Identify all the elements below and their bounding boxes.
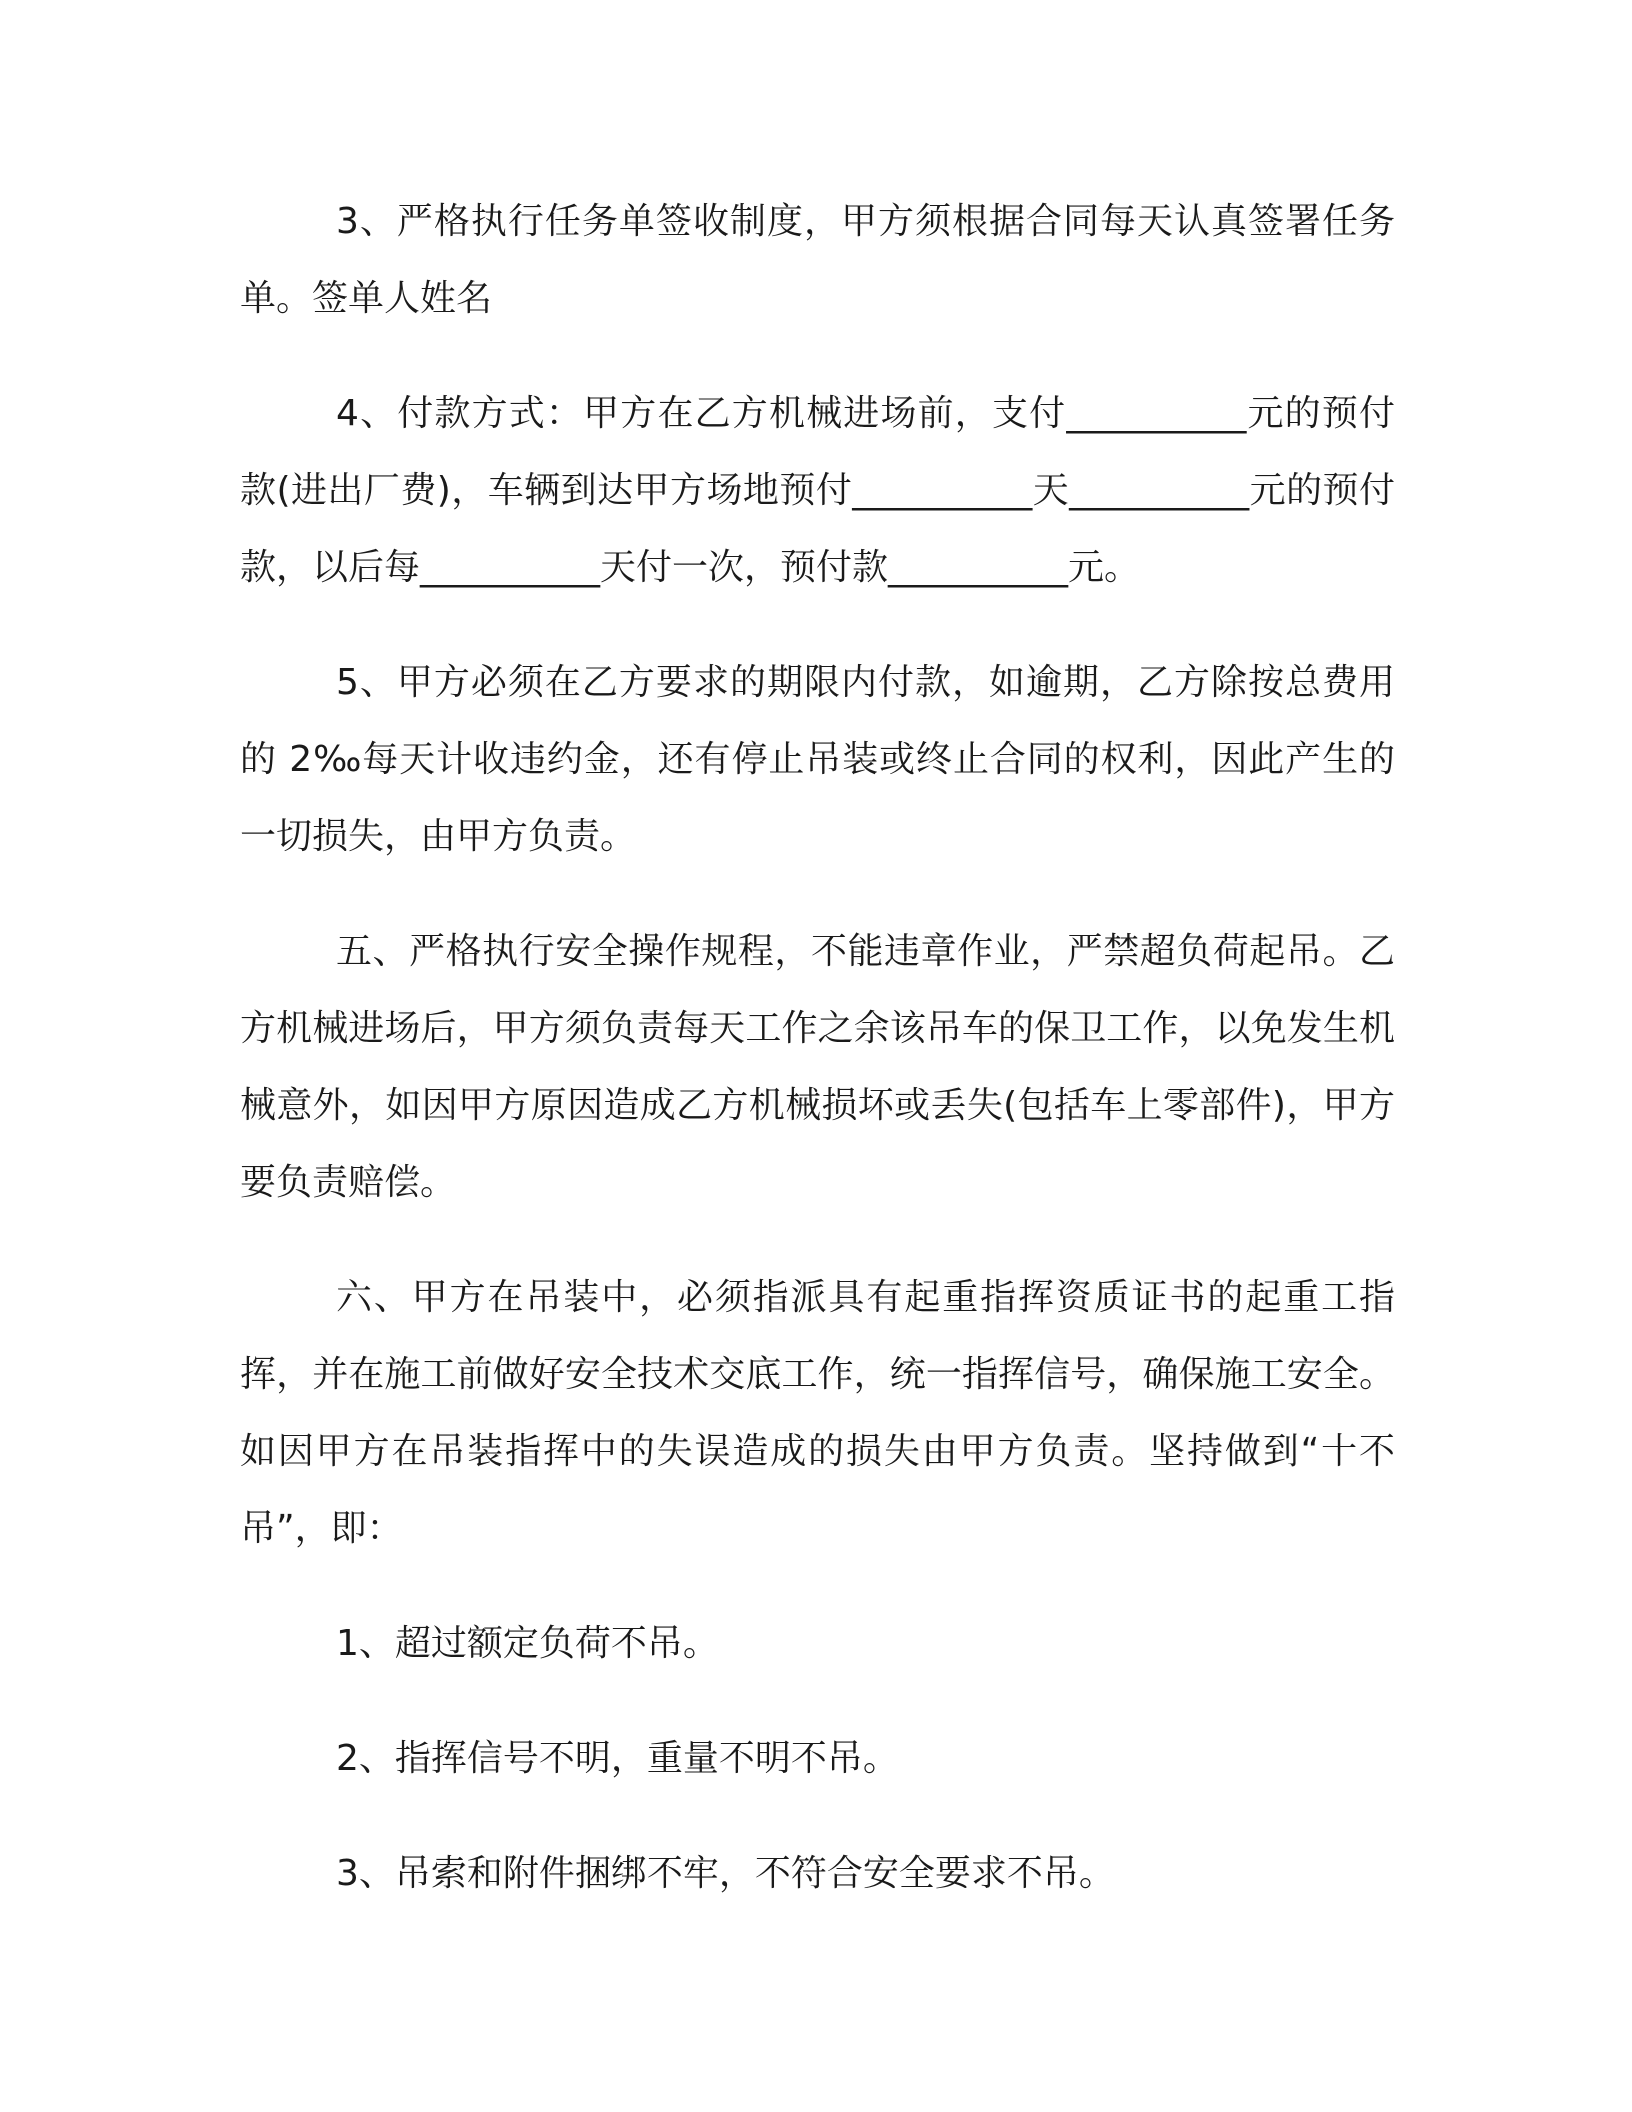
- paragraph-rule-1: 1、超过额定负荷不吊。: [336, 1623, 719, 1664]
- paragraph-signing-system: 3、严格执行任务单签收制度，甲方须根据合同每天认真签署任务单。签单人姓名: [240, 201, 1395, 319]
- paragraph-payment-method: 4、付款方式：甲方在乙方机械进场前，支付__________元的预付款(进出厂费)，车辆到达甲方场地预付__________天__________元的预付款，以后每__________天付一次，预付款__________元。: [240, 393, 1395, 588]
- paragraph-lifting-command: 六、甲方在吊装中，必须指派具有起重指挥资质证书的起重工指挥，并在施工前做好安全技术交底工作，统一指挥信号，确保施工安全。如因甲方在吊装指挥中的失误造成的损失由甲方负责。坚持做到“十不吊”，即：: [240, 1277, 1395, 1549]
- paragraph-rule-2: 2、指挥信号不明，重量不明不吊。: [336, 1738, 899, 1779]
- paragraph-late-payment: 5、甲方必须在乙方要求的期限内付款，如逾期，乙方除按总费用的 2‰每天计收违约金，还有停止吊装或终止合同的权利，因此产生的一切损失，由甲方负责。: [240, 662, 1395, 857]
- paragraph-rule-3: 3、吊索和附件捆绑不牢，不符合安全要求不吊。: [336, 1853, 1115, 1894]
- document-body: [240, 183, 1395, 1950]
- paragraph-safety-rules: 五、严格执行安全操作规程，不能违章作业，严禁超负荷起吊。乙方机械进场后，甲方须负责每天工作之余该吊车的保卫工作，以免发生机械意外，如因甲方原因造成乙方机械损坏或丢失(包括车上零部件)，甲方要负责赔偿。: [240, 931, 1395, 1203]
